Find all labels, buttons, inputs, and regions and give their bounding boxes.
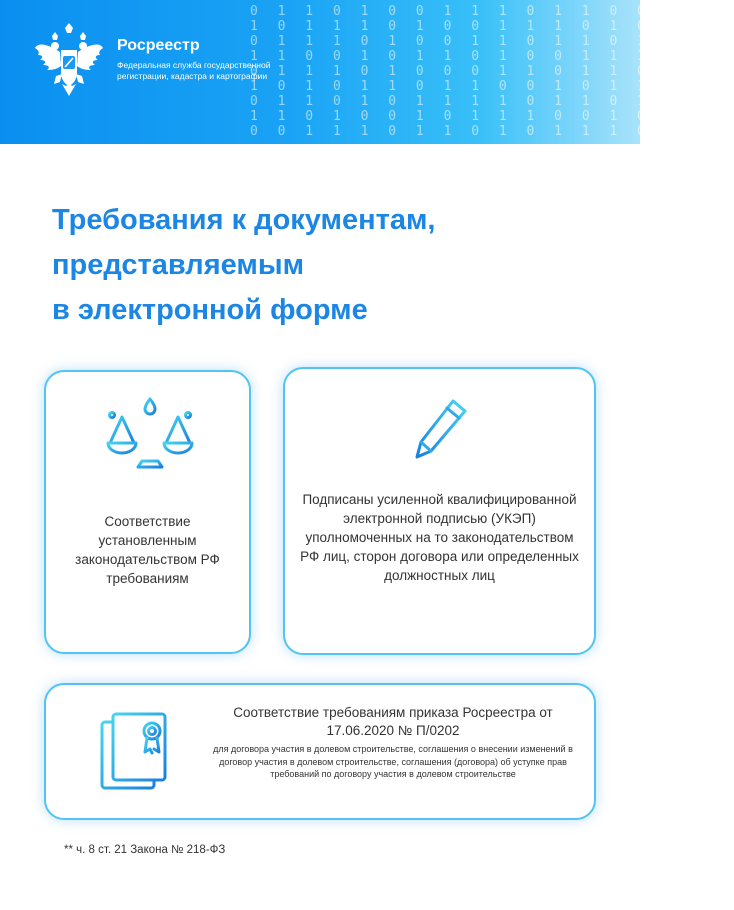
requirement-card-legislation — [44, 370, 251, 654]
header-banner — [0, 0, 734, 144]
brand-subtitle: Федеральная служба государственной регистрации, кадастра и картографии — [117, 60, 271, 81]
page-title-line-3: в электронной форме — [52, 294, 368, 326]
requirement-card-signature — [283, 367, 596, 655]
page-title-line-1: Требования к документам, — [52, 204, 436, 236]
page-title — [52, 198, 572, 333]
card-text: Подписаны усиленной квалифицированной электронной подписью (УКЭП) уполномоченных на то законодательством РФ лиц, сторон договора или определенных должностных лиц — [300, 492, 579, 583]
binary-pattern: 0 1 1 0 1 0 0 1 1 1 0 1 1 0 0 1 0 1 1 0 1 1 1 0 1 0 0 1 1 1 0 1 0 0 1 1 0 1 1 1 0 1 0 0 1 1 0 1 1 0 1 0 1 1 1 1 0 0 1 0 1 1 0 1 0 0 1 1 1 0 0 1 0 1 1 1 0 1 0 0 0 1 1 0 1 1 0 0 1 1 1 0 1 0 1 1 0 1 1 0 0 1 0 1 1 0 1 0 0 1 1 0 1 0 1 1 1 1 0 1 1 0 1 1 0 1 1 1 0 1 0 0 1 0 1 1 1 0 0 1 0 1 1 0 0 0 1 1 1 0 1 1 0 1 0 1 1 1 0 0 1 1 — [250, 4, 734, 139]
card-title: Соответствие требованиям приказа Росреестра от 17.06.2020 № П/0202 — [233, 705, 553, 738]
page-title-line-2: представляемым — [52, 249, 305, 281]
double-headed-eagle-emblem-icon — [34, 22, 104, 104]
brand-name: Росреестр — [117, 37, 200, 54]
card-subtitle: для договора участия в долевом строительстве, соглашения о внесении изменений в договор участия в долевом строительстве, соглашения (договора) об уступке прав требований по договору участия в долевом строительстве — [213, 744, 573, 779]
certificate-document-icon — [99, 711, 169, 791]
pen-icon — [409, 397, 471, 469]
requirement-card-order — [44, 683, 596, 820]
scales-icon — [104, 395, 196, 477]
footnote: ** ч. 8 ст. 21 Закона № 218-ФЗ — [64, 844, 226, 856]
card-text: Соответствие установленным законодательством РФ требованиям — [75, 514, 220, 586]
